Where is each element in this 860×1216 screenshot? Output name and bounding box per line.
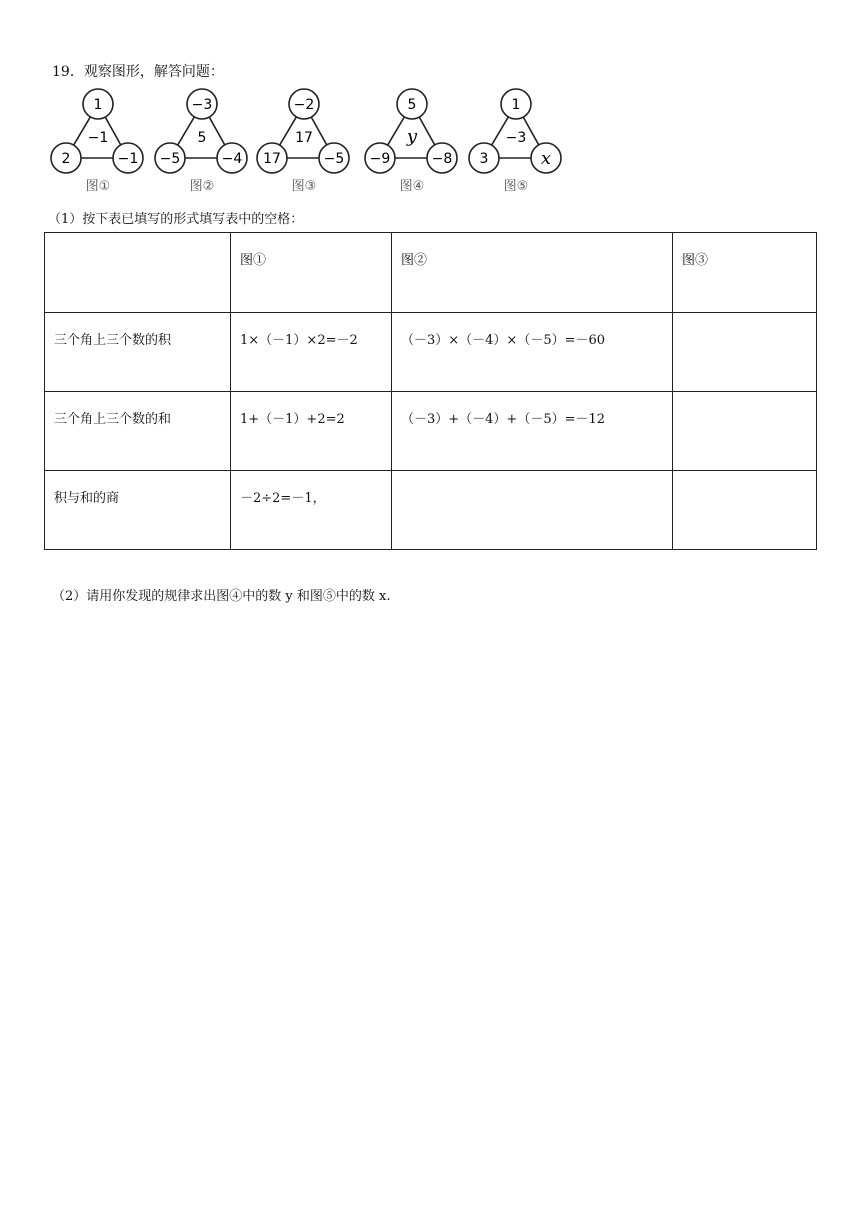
triangle-figures [48, 86, 568, 198]
table-cell: 1+（－1）+2=2 [231, 392, 392, 471]
center-number: −3 [505, 130, 527, 146]
table-cell: 三个角上三个数的和 [45, 392, 231, 471]
corner-number: −5 [159, 151, 181, 167]
table-cell-blank[interactable] [673, 471, 817, 550]
corner-number: 2 [61, 151, 71, 167]
table-cell-blank[interactable] [673, 313, 817, 392]
center-number: y [406, 126, 418, 147]
figure-caption: 图③ [291, 179, 317, 194]
question-title: 19．观察图形，解答问题： [52, 64, 224, 80]
table-row [45, 392, 817, 471]
table-cell [45, 233, 231, 313]
table-row [45, 471, 817, 550]
table-cell: （－3）×（－4）×（－5）=－60 [392, 313, 673, 392]
table-row [45, 313, 817, 392]
triangle-figure [257, 89, 349, 194]
table-cell: 图① [231, 233, 392, 313]
figure-caption: 图① [85, 179, 111, 194]
table-cell: 三个角上三个数的积 [45, 313, 231, 392]
figure-caption: 图② [189, 179, 215, 194]
corner-number: −5 [323, 151, 345, 167]
part1-instruction: （1）按下表已填写的形式填写表中的空格： [48, 212, 304, 227]
table-cell: －2÷2=－1， [231, 471, 392, 550]
triangle-figure [469, 89, 561, 194]
part2-instruction: （2）请用你发现的规律求出图④中的数 y 和图⑤中的数 x. [52, 589, 391, 604]
table-cell: 图② [392, 233, 673, 313]
corner-number: −1 [117, 151, 139, 167]
center-number: 5 [197, 130, 207, 146]
table-cell-blank[interactable] [392, 471, 673, 550]
triangle-figure [365, 89, 457, 194]
table-cell: 1×（－1）×2=－2 [231, 313, 392, 392]
corner-number: 5 [407, 97, 417, 113]
table-cell-blank[interactable] [673, 392, 817, 471]
corner-number: −2 [293, 97, 315, 113]
corner-number: x [540, 148, 552, 169]
table-header-row [45, 233, 817, 313]
corner-number: −8 [431, 151, 453, 167]
corner-number: −4 [221, 151, 243, 167]
triangle-figure [51, 89, 143, 194]
corner-number: 1 [93, 97, 103, 113]
table-cell: （－3）+（－4）+（－5）=－12 [392, 392, 673, 471]
answer-table [44, 232, 817, 550]
corner-number: 3 [479, 151, 489, 167]
corner-number: 1 [511, 97, 521, 113]
corner-number: −9 [369, 151, 391, 167]
center-number: −1 [87, 130, 109, 146]
triangle-figure [155, 89, 247, 194]
center-number: 17 [295, 130, 313, 146]
corner-number: −3 [191, 97, 213, 113]
figure-caption: 图④ [399, 179, 425, 194]
table-cell: 图③ [673, 233, 817, 313]
corner-number: 17 [263, 151, 281, 167]
table-cell: 积与和的商 [45, 471, 231, 550]
figure-caption: 图⑤ [503, 179, 529, 194]
